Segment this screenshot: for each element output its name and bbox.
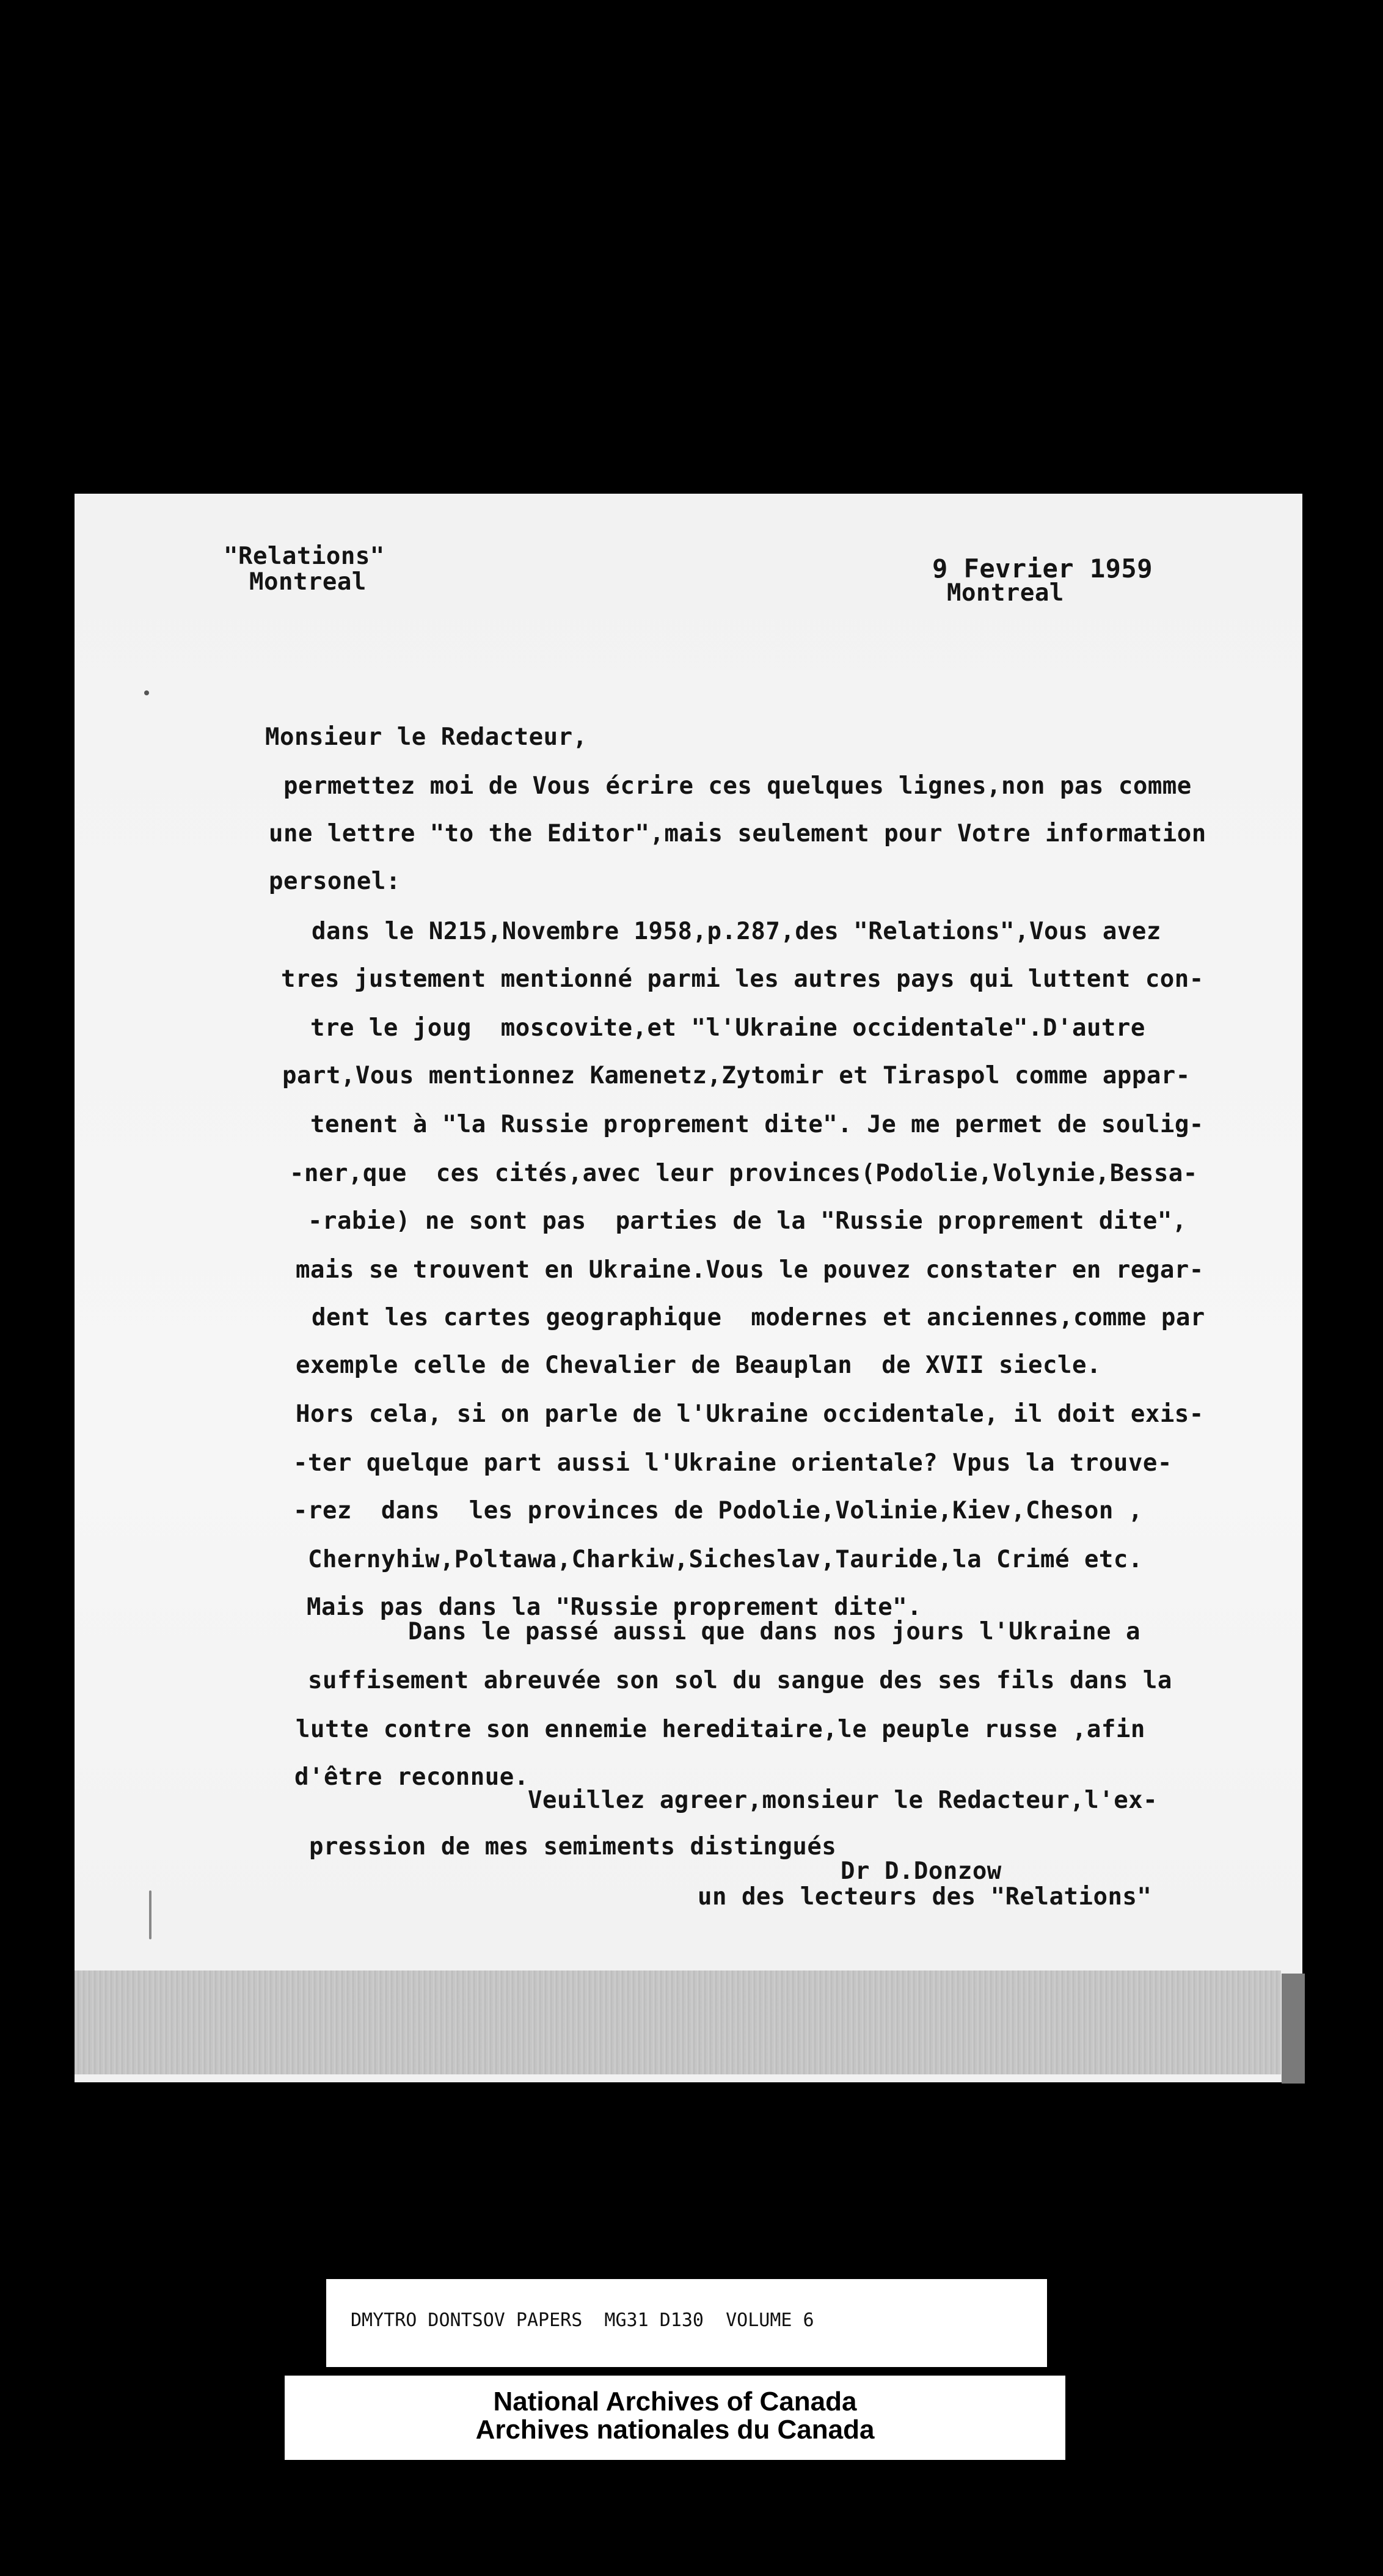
sender-city: Montreal [249, 568, 367, 596]
paper-speck [144, 690, 149, 695]
paragraph-line: une lettre "to the Editor",mais seulement pour Votre information [269, 820, 1206, 847]
paragraph-line: tres justement mentionné parmi les autres pays qui luttent con- [281, 965, 1204, 993]
paragraph-line: -rabie) ne sont pas parties de la "Russie proprement dite", [308, 1207, 1187, 1235]
paragraph-line: permettez moi de Vous écrire ces quelques lignes,non pas comme [283, 772, 1192, 800]
paragraph-line: Mais pas dans la "Russie proprement dite". [307, 1594, 922, 1621]
closing-line: Veuillez agreer,monsieur le Redacteur,l'ex- [528, 1787, 1158, 1814]
archive-stamp [285, 2376, 1065, 2460]
paragraph-line: Hors cela, si on parle de l'Ukraine occidentale, il doit exis- [296, 1400, 1204, 1428]
paragraph-line: Chernyhiw,Poltawa,Charkiw,Sicheslav,Tauride,la Crimé etc. [308, 1546, 1143, 1573]
signature-name: Dr D.Donzow [841, 1857, 1002, 1885]
page-bottom-edge [75, 1970, 1281, 2074]
signature-title: un des lecteurs des "Relations" [698, 1883, 1152, 1911]
archive-stamp-english: National Archives of Canada [493, 2387, 857, 2417]
paragraph-line: part,Vous mentionnez Kamenetz,Zytomir et Tiraspol comme appar- [282, 1062, 1191, 1089]
paragraph-line: -rez dans les provinces de Podolie,Volinie,Kiev,Cheson , [293, 1497, 1143, 1524]
archive-label [326, 2279, 1047, 2367]
paper-speck [149, 1890, 151, 1939]
letter-date: 9 Fevrier 1959 [932, 554, 1153, 584]
paragraph-line: personel: [269, 868, 401, 895]
paragraph-line: exemple celle de Chevalier de Beauplan de XVII siecle. [296, 1352, 1101, 1379]
salutation: Monsieur le Redacteur, [265, 723, 588, 751]
archive-label-text: DMYTRO DONTSOV PAPERS MG31 D130 VOLUME 6 [351, 2310, 814, 2331]
paragraph-line: d'être reconnue. [294, 1763, 529, 1791]
paragraph-line: lutte contre son ennemie hereditaire,le peuple russe ,afin [296, 1716, 1145, 1743]
paragraph-line: -ter quelque part aussi l'Ukraine orientale? Vpus la trouve- [293, 1449, 1172, 1477]
sender-name: "Relations" [224, 543, 385, 570]
page-shadow [1282, 1974, 1305, 2084]
paragraph-line: -ner,que ces cités,avec leur provinces(Podolie,Volynie,Bessa- [290, 1160, 1198, 1187]
closing-line: pression de mes semiments distingués [309, 1833, 837, 1861]
paragraph-line: tenent à "la Russie proprement dite". Je me permet de soulig- [310, 1111, 1204, 1138]
paragraph-line: dent les cartes geographique modernes et anciennes,comme par [312, 1304, 1205, 1331]
archive-stamp-french: Archives nationales du Canada [475, 2415, 875, 2445]
letter-city: Montreal [947, 579, 1064, 607]
paragraph-line: suffisement abreuvée son sol du sangue des ses fils dans la [308, 1667, 1172, 1694]
paragraph-line: Dans le passé aussi que dans nos jours l'Ukraine a [408, 1618, 1140, 1645]
paragraph-line: tre le joug moscovite,et "l'Ukraine occidentale".D'autre [310, 1014, 1145, 1042]
paragraph-line: dans le N215,Novembre 1958,p.287,des "Relations",Vous avez [312, 918, 1161, 945]
paragraph-line: mais se trouvent en Ukraine.Vous le pouvez constater en regar- [296, 1256, 1204, 1284]
